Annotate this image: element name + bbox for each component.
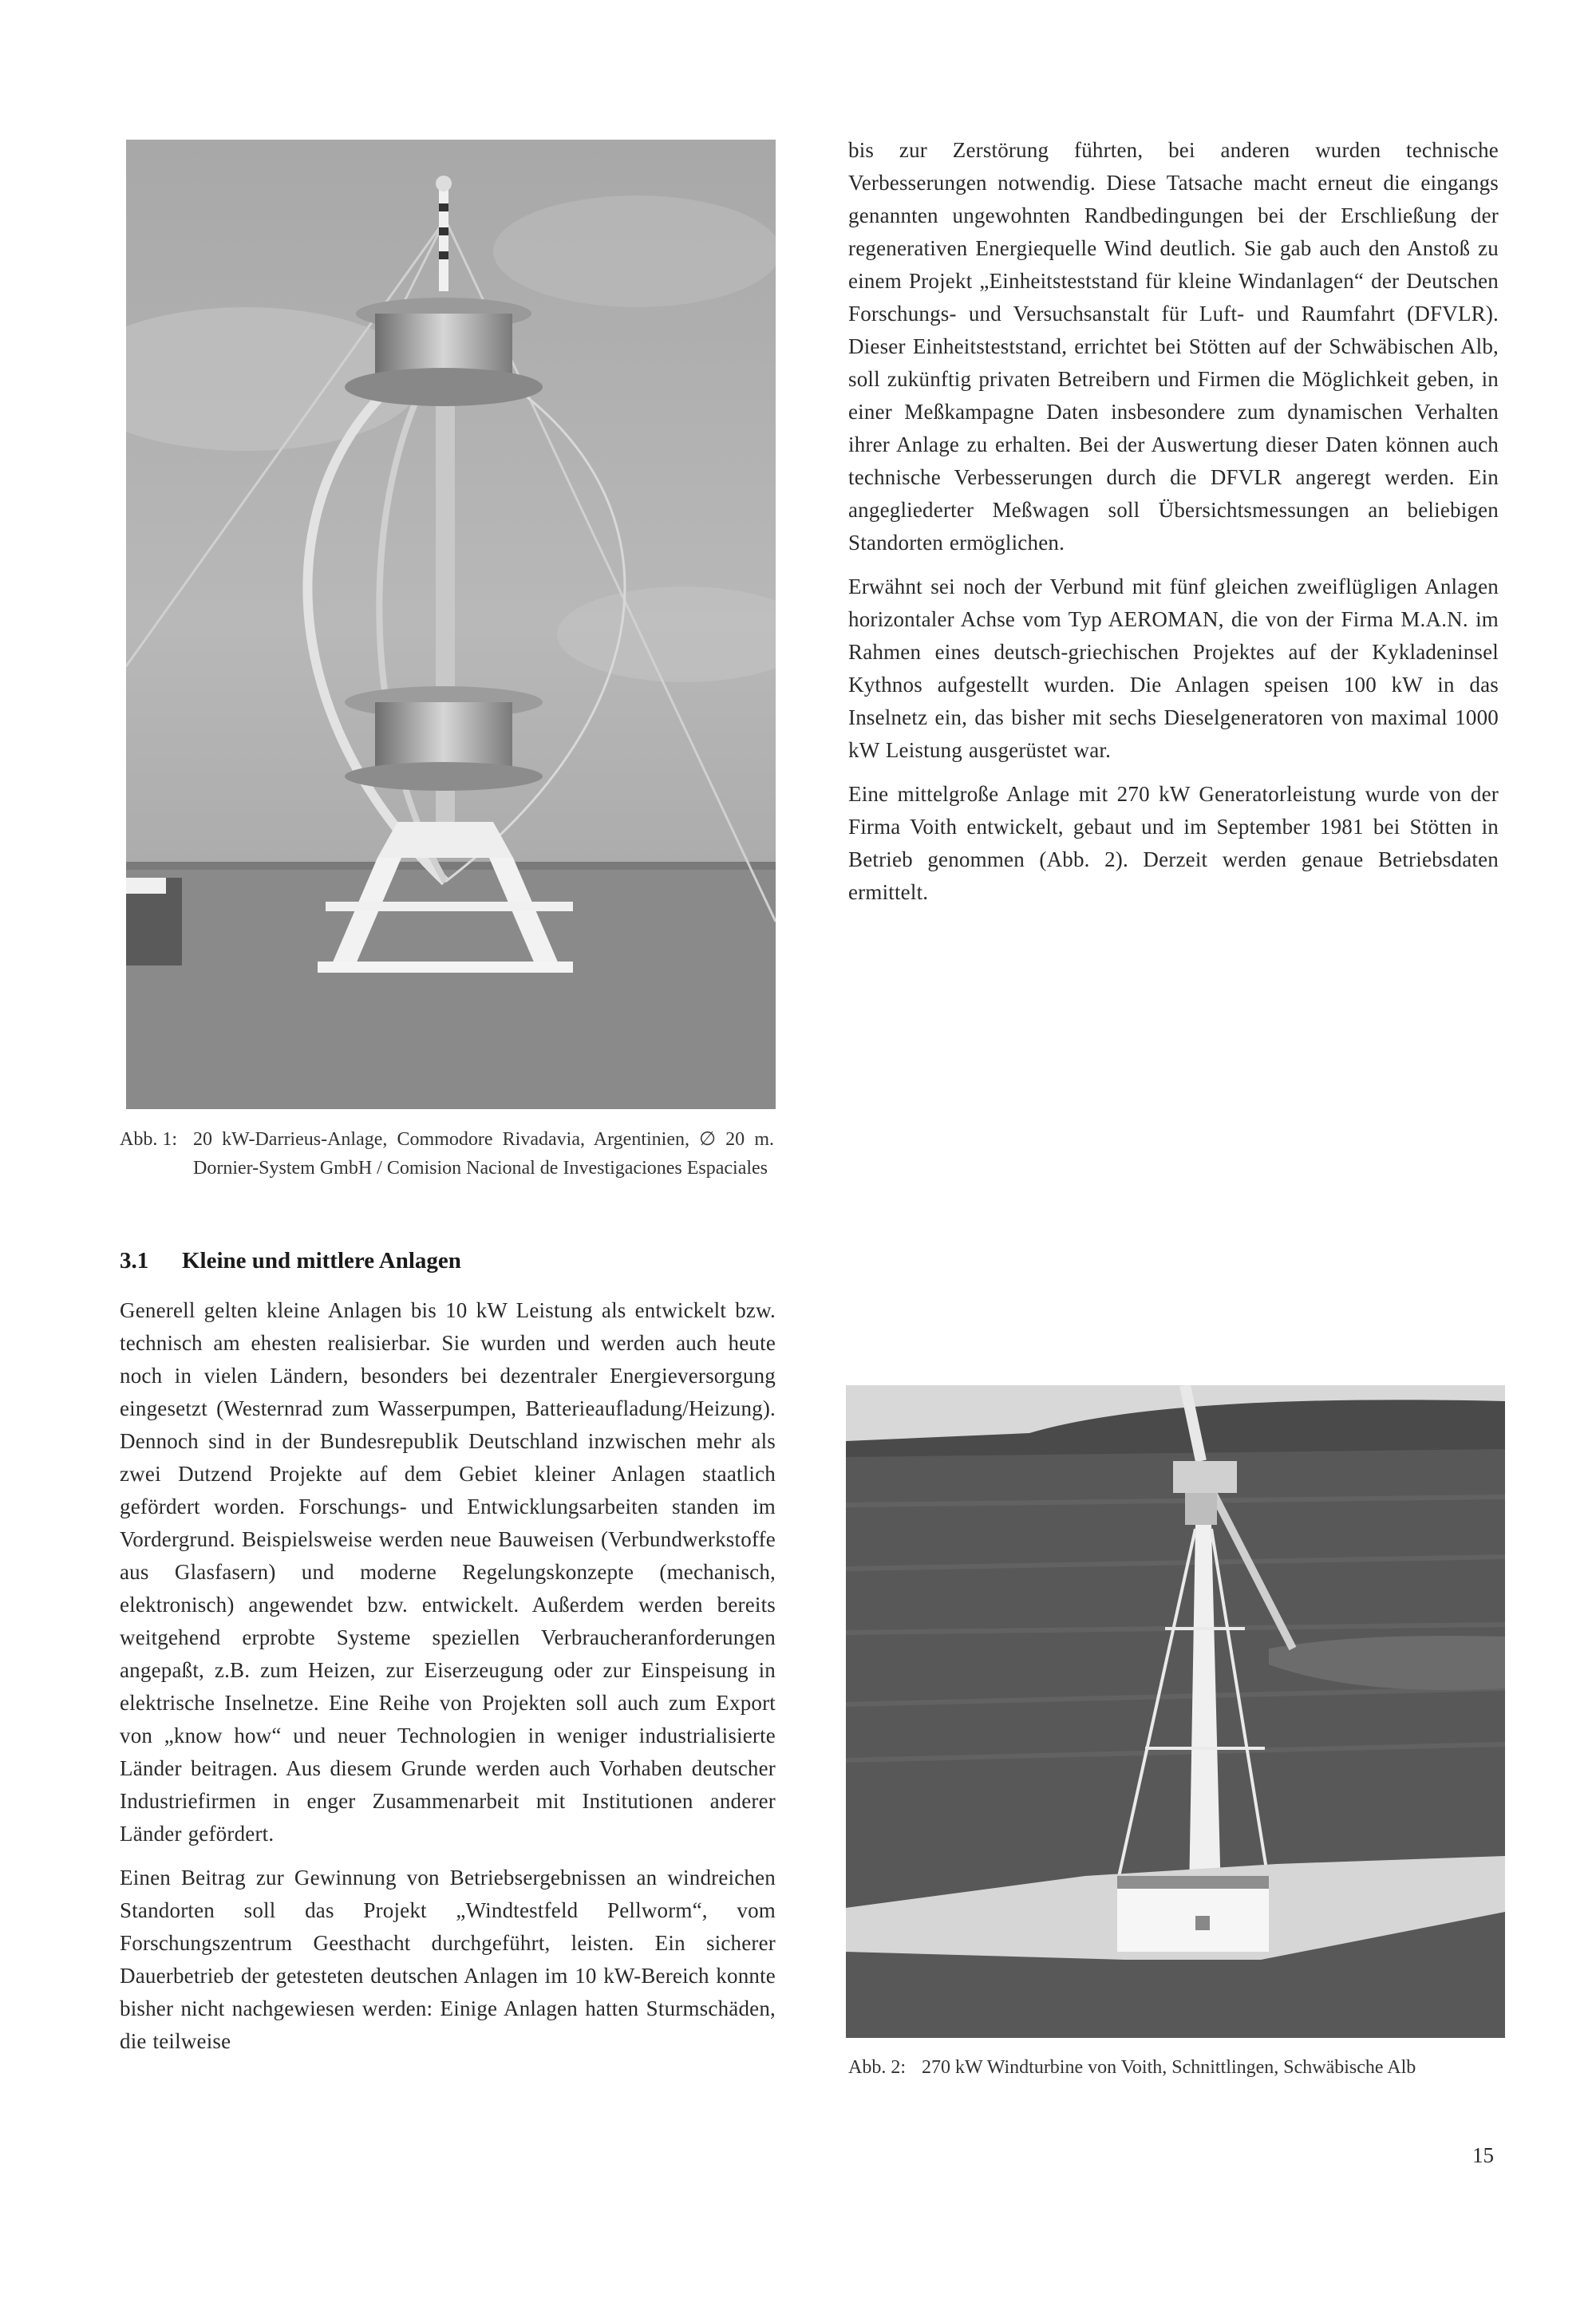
voith-turbine-image: [846, 1385, 1505, 2038]
figure-1-photo: [126, 140, 776, 1109]
page-number: 15: [1472, 2143, 1494, 2167]
right-column-text: [848, 134, 1499, 920]
paragraph: Einen Beitrag zur Gewinnung von Betriebsergebnissen an windreichen Standorten soll das Projekt „Windtestfeld Pellworm“, vom Forschungszentrum Geesthacht durchgeführt, leisten. Ein sicherer Dauerbetrieb der getesteten deutschen Anlagen im 10 kW-Bereich konnte bisher nicht nachgewiesen werden: Einige Anlagen hatten Sturmschäden, die teilweise: [120, 1866, 776, 2053]
paragraph: Erwähnt sei noch der Verbund mit fünf gleichen zweiflügligen Anlagen horizontaler Achse vom Typ AEROMAN, die von der Firma M.A.N. im Rahmen eines deutsch-griechischen Projektes auf der Kykladeninsel Kythnos aufgestellt wurden. Die Anlagen speisen 100 kW in das Inselnetz ein, das bisher mit sechs Dieselgeneratoren von maximal 1000 kW Leistung ausgerüstet war.: [848, 575, 1499, 762]
section-title: Kleine und mittlere Anlagen: [182, 1248, 461, 1274]
figure-label: Abb. 2:: [848, 2057, 906, 2078]
figure-2-caption: [848, 2053, 1503, 2082]
figure-caption-text: 20 kW-Darrieus-Anlage, Commodore Rivadavia, Argentinien, ∅ 20 m. Dornier-System GmbH / Comision Nacional de Investigaciones Espaciales: [193, 1129, 774, 1179]
figure-1-caption: [120, 1125, 774, 1183]
paragraph: bis zur Zerstörung führten, bei anderen wurden technische Verbesserungen notwendig. Diese Tatsache macht erneut die eingangs genannten ungewohnten Randbedingungen bei der Erschließung der regenerativen Energiequelle Wind deutlich. Sie gab auch den Anstoß zu einem Projekt „Einheitsteststand für kleine Windanlagen“ der Deutschen Forschungs- und Versuchsanstalt für Luft- und Raumfahrt (DFVLR). Dieser Einheitsteststand, errichtet bei Stötten auf der Schwäbischen Alb, soll zukünftig privaten Betreibern und Firmen die Möglichkeit geben, in einer Meßkampagne Daten insbesondere zum dynamischen Verhalten ihrer Anlage zu erhalten. Bei der Auswertung dieser Daten können auch technische Verbesserungen durch die DFVLR angeregt werden. Ein angegliederter Meßwagen soll Übersichtsmessungen an beliebigen Standorten ermöglichen.: [848, 138, 1499, 555]
figure-caption-text: 270 kW Windturbine von Voith, Schnittlingen, Schwäbische Alb: [922, 2057, 1416, 2078]
section-number: 3.1: [120, 1248, 149, 1274]
section-heading: [120, 1248, 774, 1274]
darrieus-turbine-image: [126, 140, 776, 1109]
left-column-text: [120, 1294, 776, 2069]
paragraph: Generell gelten kleine Anlagen bis 10 kW Leistung als entwickelt bzw. technisch am ehesten realisierbar. Sie wurden und werden auch heute noch in vielen Ländern, besonders bei dezentraler Energieversorgung eingesetzt (Westernrad zum Wasserpumpen, Batterieaufladung/Heizung). Dennoch sind in der Bundesrepublik Deutschland inzwischen mehr als zwei Dutzend Projekte auf dem Gebiet kleiner Anlagen staatlich gefördert worden. Forschungs- und Entwicklungsarbeiten standen im Vordergrund. Beispielsweise werden neue Bauweisen (Verbundwerkstoffe aus Glasfasern) und moderne Regelungskonzepte (mechanisch, elektronisch) angewendet bzw. entwickelt. Außerdem werden bereits weitgehend erprobte Systeme speziellen Verbraucheranforderungen angepaßt, z.B. zum Heizen, zur Eiserzeugung oder zur Einspeisung in elektrische Inselnetze. Eine Reihe von Projekten soll auch zum Export von „know how“ und neuer Technologien in weniger industrialisierte Länder beitragen. Aus diesem Grunde werden auch Vorhaben deutscher Industriefirmen in enger Zusammenarbeit mit Institutionen anderer Länder gefördert.: [120, 1298, 776, 1846]
figure-label: Abb. 1:: [120, 1129, 177, 1150]
paragraph: Eine mittelgroße Anlage mit 270 kW Generatorleistung wurde von der Firma Voith entwickelt, gebaut und im September 1981 bei Stötten in Betrieb genommen (Abb. 2). Derzeit werden genaue Betriebsdaten ermittelt.: [848, 782, 1499, 904]
figure-2-photo: [846, 1385, 1505, 2038]
